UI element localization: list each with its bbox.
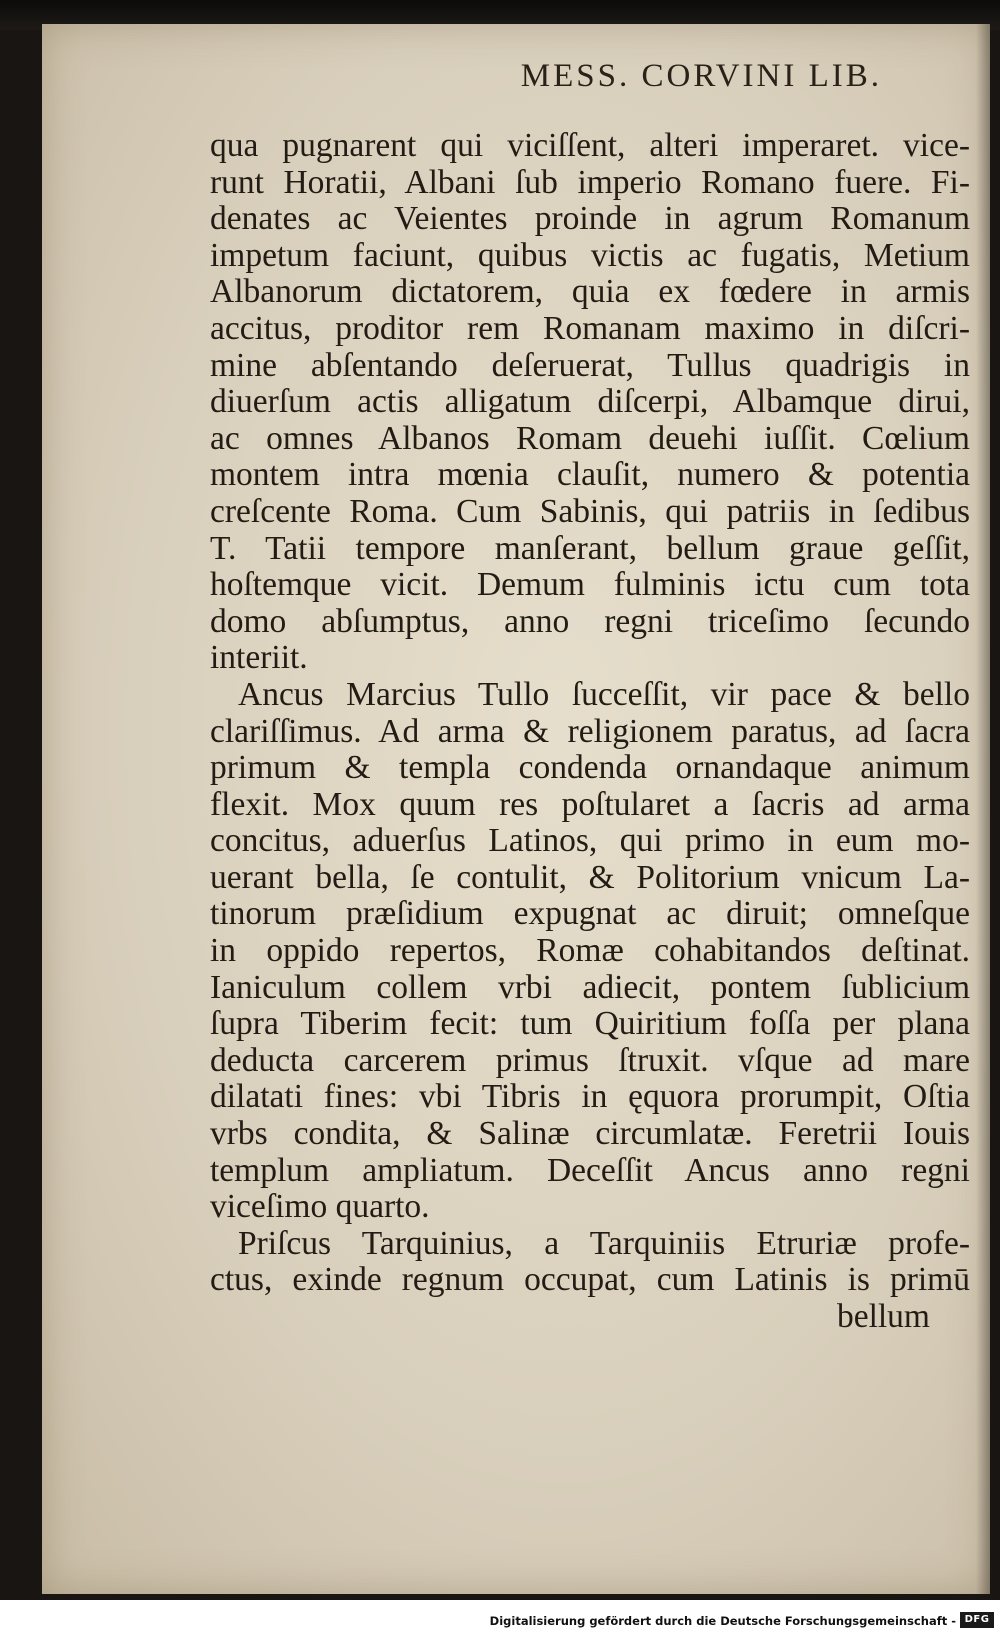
dfg-logo: DFG	[960, 1612, 994, 1628]
page-edge-shadow	[976, 24, 990, 1594]
text-line: denates ac Veientes proinde in agrum Romanum	[210, 200, 970, 238]
footer-credit: Digitalisierung gefördert durch die Deutsche Forschungsgemeinschaft -	[489, 1614, 956, 1628]
text-line: in oppido repertos, Romæ cohabitandos deſtinat.	[210, 932, 970, 970]
digitization-footer	[0, 1600, 1000, 1634]
text-line: clariſſimus. Ad arma & religionem paratus, ad ſacra	[210, 712, 970, 750]
text-line: T. Tatii tempore manſerant, bellum graue geſſit,	[210, 529, 970, 567]
text-line: uerant bella, ſe contulit, & Politorium vnicum La-	[210, 858, 970, 896]
text-line: Ianiculum collem vrbi adiecit, pontem ſublicium	[210, 968, 970, 1006]
text-line: qua pugnarent qui viciſſent, alteri imperaret. vice-	[210, 127, 970, 164]
text-line: tinorum præſidium expugnat ac diruit; omneſque	[210, 895, 970, 933]
text-line: Albanorum dictatorem, quia ex fœdere in armis	[210, 273, 970, 311]
text-line: runt Horatii, Albani ſub imperio Romano fuere. Fi-	[210, 163, 970, 201]
paragraph-start-line: Priſcus Tarquinius, a Tarquiniis Etruriæ profe-	[238, 1224, 970, 1262]
text-line: ctus, exinde regnum occupat, cum Latinis is primū	[210, 1261, 970, 1299]
text-line: hoſtemque vicit. Demum fulminis ictu cum tota	[210, 566, 970, 604]
text-line: creſcente Roma. Cum Sabinis, qui patriis in ſedibus	[210, 492, 970, 530]
text-line: concitus, aduerſus Latinos, qui primo in eum mo-	[210, 822, 970, 860]
text-line: primum & templa condenda ornandaque animum	[210, 749, 970, 787]
text-line: ſupra Tiberim fecit: tum Quiritium foſſa per plana	[210, 1005, 970, 1043]
body-text	[210, 128, 970, 1336]
text-line: impetum faciunt, quibus victis ac fugatis, Metium	[210, 236, 970, 274]
catchword: bellum	[836, 1298, 930, 1335]
text-line: domo abſumptus, anno regni triceſimo ſecundo	[210, 602, 970, 640]
text-line: viceſimo quarto.	[210, 1188, 430, 1226]
text-line: templum ampliatum. Deceſſit Ancus anno regni	[210, 1151, 970, 1189]
text-line: diuerſum actis alligatum diſcerpi, Albamque dirui,	[210, 383, 970, 421]
text-line: accitus, proditor rem Romanam maximo in diſcri-	[210, 309, 970, 347]
book-page	[42, 24, 990, 1594]
text-line: montem intra mœnia clauſit, numero & potentia	[210, 456, 970, 494]
running-head: MESS. CORVINI LIB.	[520, 58, 882, 94]
text-line: mine abſentando deſeruerat, Tullus quadrigis in	[210, 346, 970, 384]
text-line: deducta carcerem primus ſtruxit. vſque ad mare	[210, 1041, 970, 1079]
paragraph-start-line: Ancus Marcius Tullo ſucceſſit, vir pace & bello	[238, 675, 970, 713]
text-line: interiit.	[210, 639, 308, 677]
text-line: ac omnes Albanos Romam deuehi iuſſit. Cœlium	[210, 419, 970, 457]
text-line: dilatati fines: vbi Tibris in ęquora prorumpit, Oſtia	[210, 1078, 970, 1116]
text-line: vrbs condita, & Salinæ circumlatæ. Feretrii Iouis	[210, 1115, 970, 1153]
text-line: flexit. Mox quum res poſtularet a ſacris ad arma	[210, 785, 970, 823]
